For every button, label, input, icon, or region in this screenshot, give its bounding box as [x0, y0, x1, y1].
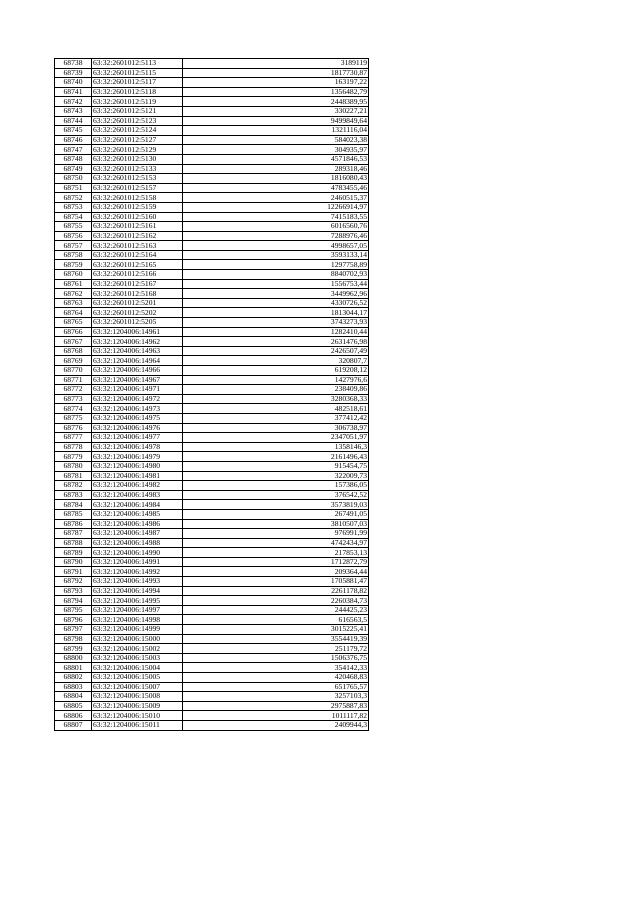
- value-cell: 616563,5: [183, 615, 369, 625]
- row-id-cell: 68784: [55, 500, 92, 510]
- cadastral-number-cell: 63:32:2601012:5160: [92, 212, 183, 222]
- value-cell: 3593133,14: [183, 250, 369, 260]
- value-cell: 7288976,46: [183, 231, 369, 241]
- cadastral-number-cell: 63:32:1204006:14981: [92, 471, 183, 481]
- table-row: [55, 605, 369, 615]
- cadastral-number-cell: 63:32:2601012:5202: [92, 308, 183, 318]
- row-id-cell: 68739: [55, 68, 92, 78]
- row-id-cell: 68766: [55, 327, 92, 337]
- cadastral-number-cell: 63:32:2601012:5168: [92, 289, 183, 299]
- value-cell: 3810507,03: [183, 519, 369, 529]
- row-id-cell: 68755: [55, 222, 92, 232]
- value-cell: 2347051,97: [183, 433, 369, 443]
- cadastral-number-cell: 63:32:2601012:5158: [92, 193, 183, 203]
- table-row: [55, 634, 369, 644]
- cadastral-number-cell: 63:32:1204006:15000: [92, 634, 183, 644]
- table-row: [55, 193, 369, 203]
- cadastral-number-cell: 63:32:2601012:5121: [92, 106, 183, 116]
- cadastral-number-cell: 63:32:2601012:5157: [92, 183, 183, 193]
- row-id-cell: 68753: [55, 202, 92, 212]
- value-cell: 1011117,82: [183, 711, 369, 721]
- value-cell: 2409944,3: [183, 720, 369, 730]
- row-id-cell: 68764: [55, 308, 92, 318]
- table-row: [55, 318, 369, 328]
- row-id-cell: 68803: [55, 682, 92, 692]
- cadastral-number-cell: 63:32:2601012:5115: [92, 68, 183, 78]
- value-cell: 267491,05: [183, 509, 369, 519]
- value-cell: 306738,97: [183, 423, 369, 433]
- value-cell: 157386,05: [183, 481, 369, 491]
- row-id-cell: 68763: [55, 298, 92, 308]
- table-row: [55, 548, 369, 558]
- table-row: [55, 711, 369, 721]
- value-cell: 3189119: [183, 59, 369, 69]
- cadastral-number-cell: 63:32:1204006:15004: [92, 663, 183, 673]
- cadastral-number-cell: 63:32:1204006:14975: [92, 413, 183, 423]
- cadastral-number-cell: 63:32:1204006:14977: [92, 433, 183, 443]
- row-id-cell: 68749: [55, 164, 92, 174]
- value-cell: 4571846,53: [183, 154, 369, 164]
- cadastral-number-cell: 63:32:1204006:14995: [92, 596, 183, 606]
- table-row: [55, 270, 369, 280]
- table-row: [55, 327, 369, 337]
- value-cell: 1297758,89: [183, 260, 369, 270]
- value-cell: 354142,33: [183, 663, 369, 673]
- value-cell: 1506376,75: [183, 653, 369, 663]
- value-cell: 217853,13: [183, 548, 369, 558]
- table-row: [55, 222, 369, 232]
- row-id-cell: 68788: [55, 538, 92, 548]
- row-id-cell: 68759: [55, 260, 92, 270]
- value-cell: 163197,22: [183, 78, 369, 88]
- row-id-cell: 68738: [55, 59, 92, 69]
- table-row: [55, 442, 369, 452]
- value-cell: 651765,57: [183, 682, 369, 692]
- row-id-cell: 68794: [55, 596, 92, 606]
- row-id-cell: 68807: [55, 720, 92, 730]
- cadastral-number-cell: 63:32:2601012:5201: [92, 298, 183, 308]
- row-id-cell: 68791: [55, 567, 92, 577]
- table-row: [55, 692, 369, 702]
- row-id-cell: 68776: [55, 423, 92, 433]
- table-row: [55, 126, 369, 136]
- value-cell: 4783455,46: [183, 183, 369, 193]
- value-cell: 482518,61: [183, 404, 369, 414]
- cadastral-number-cell: 63:32:2601012:5159: [92, 202, 183, 212]
- value-cell: 1813044,17: [183, 308, 369, 318]
- row-id-cell: 68748: [55, 154, 92, 164]
- row-id-cell: 68775: [55, 413, 92, 423]
- row-id-cell: 68792: [55, 577, 92, 587]
- table-row: [55, 461, 369, 471]
- cadastral-number-cell: 63:32:2601012:5124: [92, 126, 183, 136]
- row-id-cell: 68805: [55, 701, 92, 711]
- row-id-cell: 68767: [55, 337, 92, 347]
- table-row: [55, 538, 369, 548]
- value-cell: 1712872,79: [183, 557, 369, 567]
- value-cell: 1282410,44: [183, 327, 369, 337]
- table-row: [55, 308, 369, 318]
- row-id-cell: 68751: [55, 183, 92, 193]
- table-row: [55, 289, 369, 299]
- row-id-cell: 68779: [55, 452, 92, 462]
- value-cell: 1817730,87: [183, 68, 369, 78]
- value-cell: 1427976,6: [183, 375, 369, 385]
- value-cell: 3257103,3: [183, 692, 369, 702]
- value-cell: 1705881,47: [183, 577, 369, 587]
- table-row: [55, 68, 369, 78]
- cadastral-number-cell: 63:32:1204006:14999: [92, 625, 183, 635]
- row-id-cell: 68743: [55, 106, 92, 116]
- table-row: [55, 145, 369, 155]
- row-id-cell: 68765: [55, 318, 92, 328]
- table-row: [55, 135, 369, 145]
- value-cell: 7415183,55: [183, 212, 369, 222]
- table-row: [55, 356, 369, 366]
- table-row: [55, 231, 369, 241]
- value-cell: 322009,73: [183, 471, 369, 481]
- value-cell: 330227,21: [183, 106, 369, 116]
- table-row: [55, 394, 369, 404]
- table-row: [55, 615, 369, 625]
- row-id-cell: 68799: [55, 644, 92, 654]
- cadastral-number-cell: 63:32:1204006:15009: [92, 701, 183, 711]
- value-cell: 4998657,05: [183, 241, 369, 251]
- value-cell: 976991,99: [183, 529, 369, 539]
- cadastral-number-cell: 63:32:1204006:15007: [92, 682, 183, 692]
- row-id-cell: 68757: [55, 241, 92, 251]
- value-cell: 3743273,93: [183, 318, 369, 328]
- cadastral-number-cell: 63:32:1204006:14967: [92, 375, 183, 385]
- table-row: [55, 164, 369, 174]
- row-id-cell: 68772: [55, 385, 92, 395]
- row-id-cell: 68797: [55, 625, 92, 635]
- row-id-cell: 68745: [55, 126, 92, 136]
- table-row: [55, 212, 369, 222]
- cadastral-number-cell: 63:32:2601012:5161: [92, 222, 183, 232]
- cadastral-number-cell: 63:32:1204006:14988: [92, 538, 183, 548]
- row-id-cell: 68741: [55, 87, 92, 97]
- cadastral-number-cell: 63:32:1204006:14990: [92, 548, 183, 558]
- value-cell: 251179,72: [183, 644, 369, 654]
- table-row: [55, 366, 369, 376]
- table-row: [55, 174, 369, 184]
- cadastral-number-cell: 63:32:1204006:14971: [92, 385, 183, 395]
- row-id-cell: 68785: [55, 509, 92, 519]
- row-id-cell: 68771: [55, 375, 92, 385]
- cadastral-number-cell: 63:32:1204006:15005: [92, 673, 183, 683]
- cadastral-number-cell: 63:32:2601012:5165: [92, 260, 183, 270]
- value-cell: 3554419,39: [183, 634, 369, 644]
- row-id-cell: 68769: [55, 356, 92, 366]
- cadastral-number-cell: 63:32:2601012:5123: [92, 116, 183, 126]
- cadastral-number-cell: 63:32:1204006:14983: [92, 490, 183, 500]
- table-row: [55, 116, 369, 126]
- value-cell: 2975887,83: [183, 701, 369, 711]
- table-row: [55, 250, 369, 260]
- value-cell: 1321116,04: [183, 126, 369, 136]
- cadastral-number-cell: 63:32:1204006:14985: [92, 509, 183, 519]
- cadastral-number-cell: 63:32:2601012:5117: [92, 78, 183, 88]
- table-body: [55, 59, 369, 731]
- row-id-cell: 68756: [55, 231, 92, 241]
- table-row: [55, 404, 369, 414]
- cadastral-number-cell: 63:32:2601012:5127: [92, 135, 183, 145]
- cadastral-number-cell: 63:32:2601012:5113: [92, 59, 183, 69]
- row-id-cell: 68754: [55, 212, 92, 222]
- row-id-cell: 68778: [55, 442, 92, 452]
- table-row: [55, 625, 369, 635]
- cadastral-number-cell: 63:32:2601012:5167: [92, 279, 183, 289]
- cadastral-number-cell: 63:32:1204006:14992: [92, 567, 183, 577]
- table-row: [55, 452, 369, 462]
- value-cell: 3280368,33: [183, 394, 369, 404]
- value-cell: 320807,7: [183, 356, 369, 366]
- value-cell: 289318,46: [183, 164, 369, 174]
- row-id-cell: 68806: [55, 711, 92, 721]
- cadastral-number-cell: 63:32:1204006:14998: [92, 615, 183, 625]
- cadastral-number-cell: 63:32:2601012:5164: [92, 250, 183, 260]
- value-cell: 304935,97: [183, 145, 369, 155]
- table-row: [55, 78, 369, 88]
- table-row: [55, 596, 369, 606]
- cadastral-number-cell: 63:32:1204006:14993: [92, 577, 183, 587]
- value-cell: 2161496,43: [183, 452, 369, 462]
- value-cell: 2261178,82: [183, 586, 369, 596]
- table-row: [55, 423, 369, 433]
- table-row: [55, 519, 369, 529]
- value-cell: 584023,38: [183, 135, 369, 145]
- table-row: [55, 346, 369, 356]
- row-id-cell: 68774: [55, 404, 92, 414]
- row-id-cell: 68747: [55, 145, 92, 155]
- table-row: [55, 557, 369, 567]
- cadastral-number-cell: 63:32:1204006:14984: [92, 500, 183, 510]
- value-cell: 2426507,49: [183, 346, 369, 356]
- cadastral-number-cell: 63:32:1204006:14972: [92, 394, 183, 404]
- table-row: [55, 644, 369, 654]
- cadastral-number-cell: 63:32:1204006:14980: [92, 461, 183, 471]
- row-id-cell: 68796: [55, 615, 92, 625]
- row-id-cell: 68801: [55, 663, 92, 673]
- row-id-cell: 68795: [55, 605, 92, 615]
- table-row: [55, 682, 369, 692]
- cadastral-number-cell: 63:32:1204006:14963: [92, 346, 183, 356]
- table-row: [55, 577, 369, 587]
- value-cell: 244425,23: [183, 605, 369, 615]
- cadastral-number-cell: 63:32:1204006:14997: [92, 605, 183, 615]
- table-row: [55, 106, 369, 116]
- row-id-cell: 68777: [55, 433, 92, 443]
- table-row: [55, 433, 369, 443]
- table-row: [55, 529, 369, 539]
- cadastral-number-cell: 63:32:1204006:14994: [92, 586, 183, 596]
- cadastral-number-cell: 63:32:1204006:14991: [92, 557, 183, 567]
- value-cell: 2460515,37: [183, 193, 369, 203]
- table-row: [55, 97, 369, 107]
- cadastral-number-cell: 63:32:1204006:15011: [92, 720, 183, 730]
- table-row: [55, 59, 369, 69]
- cadastral-number-cell: 63:32:2601012:5133: [92, 164, 183, 174]
- value-cell: 12266914,97: [183, 202, 369, 212]
- table-row: [55, 279, 369, 289]
- cadastral-number-cell: 63:32:1204006:14978: [92, 442, 183, 452]
- value-cell: 1556753,44: [183, 279, 369, 289]
- table-row: [55, 183, 369, 193]
- row-id-cell: 68790: [55, 557, 92, 567]
- cadastral-number-cell: 63:32:2601012:5163: [92, 241, 183, 251]
- table-row: [55, 500, 369, 510]
- row-id-cell: 68781: [55, 471, 92, 481]
- row-id-cell: 68744: [55, 116, 92, 126]
- table-row: [55, 673, 369, 683]
- row-id-cell: 68787: [55, 529, 92, 539]
- cadastral-number-cell: 63:32:2601012:5205: [92, 318, 183, 328]
- value-cell: 3573819,03: [183, 500, 369, 510]
- row-id-cell: 68786: [55, 519, 92, 529]
- cadastral-number-cell: 63:32:2601012:5162: [92, 231, 183, 241]
- value-cell: 420468,83: [183, 673, 369, 683]
- value-cell: 915454,75: [183, 461, 369, 471]
- row-id-cell: 68789: [55, 548, 92, 558]
- value-cell: 9499849,64: [183, 116, 369, 126]
- table-row: [55, 653, 369, 663]
- cadastral-number-cell: 63:32:1204006:14982: [92, 481, 183, 491]
- row-id-cell: 68773: [55, 394, 92, 404]
- value-cell: 8840702,93: [183, 270, 369, 280]
- cadastral-number-cell: 63:32:2601012:5119: [92, 97, 183, 107]
- table-row: [55, 481, 369, 491]
- table-row: [55, 490, 369, 500]
- cadastral-number-cell: 63:32:1204006:14976: [92, 423, 183, 433]
- table-row: [55, 586, 369, 596]
- value-cell: 2448389,95: [183, 97, 369, 107]
- table-row: [55, 471, 369, 481]
- cadastral-number-cell: 63:32:2601012:5166: [92, 270, 183, 280]
- table-row: [55, 260, 369, 270]
- value-cell: 4330726,52: [183, 298, 369, 308]
- value-cell: 2260384,73: [183, 596, 369, 606]
- value-cell: 6016560,76: [183, 222, 369, 232]
- table-row: [55, 202, 369, 212]
- cadastral-number-cell: 63:32:1204006:14987: [92, 529, 183, 539]
- cadastral-number-cell: 63:32:1204006:14961: [92, 327, 183, 337]
- row-id-cell: 68752: [55, 193, 92, 203]
- value-cell: 3449962,96: [183, 289, 369, 299]
- row-id-cell: 68750: [55, 174, 92, 184]
- row-id-cell: 68770: [55, 366, 92, 376]
- row-id-cell: 68742: [55, 97, 92, 107]
- table-row: [55, 567, 369, 577]
- value-cell: 1356482,79: [183, 87, 369, 97]
- table-row: [55, 663, 369, 673]
- cadastral-number-cell: 63:32:1204006:15008: [92, 692, 183, 702]
- cadastral-number-cell: 63:32:1204006:14962: [92, 337, 183, 347]
- value-cell: 377412,42: [183, 413, 369, 423]
- cadastral-number-cell: 63:32:2601012:5153: [92, 174, 183, 184]
- row-id-cell: 68800: [55, 653, 92, 663]
- table-row: [55, 375, 369, 385]
- row-id-cell: 68746: [55, 135, 92, 145]
- value-cell: 3015225,41: [183, 625, 369, 635]
- row-id-cell: 68768: [55, 346, 92, 356]
- row-id-cell: 68798: [55, 634, 92, 644]
- row-id-cell: 68760: [55, 270, 92, 280]
- cadastral-number-cell: 63:32:1204006:15002: [92, 644, 183, 654]
- row-id-cell: 68780: [55, 461, 92, 471]
- row-id-cell: 68740: [55, 78, 92, 88]
- table-row: [55, 337, 369, 347]
- table-row: [55, 701, 369, 711]
- row-id-cell: 68783: [55, 490, 92, 500]
- table-row: [55, 241, 369, 251]
- row-id-cell: 68782: [55, 481, 92, 491]
- data-table: [54, 58, 369, 731]
- table-row: [55, 298, 369, 308]
- value-cell: 238409,86: [183, 385, 369, 395]
- cadastral-number-cell: 63:32:1204006:14979: [92, 452, 183, 462]
- row-id-cell: 68802: [55, 673, 92, 683]
- value-cell: 1358146,3: [183, 442, 369, 452]
- cadastral-number-cell: 63:32:1204006:15003: [92, 653, 183, 663]
- table-row: [55, 720, 369, 730]
- row-id-cell: 68758: [55, 250, 92, 260]
- table-row: [55, 413, 369, 423]
- value-cell: 209364,44: [183, 567, 369, 577]
- cadastral-number-cell: 63:32:2601012:5118: [92, 87, 183, 97]
- cadastral-number-cell: 63:32:1204006:14973: [92, 404, 183, 414]
- value-cell: 376542,52: [183, 490, 369, 500]
- cadastral-number-cell: 63:32:1204006:14964: [92, 356, 183, 366]
- row-id-cell: 68761: [55, 279, 92, 289]
- cadastral-number-cell: 63:32:1204006:14986: [92, 519, 183, 529]
- cadastral-number-cell: 63:32:2601012:5129: [92, 145, 183, 155]
- value-cell: 619208,12: [183, 366, 369, 376]
- table-row: [55, 154, 369, 164]
- row-id-cell: 68804: [55, 692, 92, 702]
- cadastral-number-cell: 63:32:1204006:15010: [92, 711, 183, 721]
- table-row: [55, 87, 369, 97]
- value-cell: 4742434,97: [183, 538, 369, 548]
- value-cell: 1816080,43: [183, 174, 369, 184]
- row-id-cell: 68793: [55, 586, 92, 596]
- value-cell: 2631476,98: [183, 337, 369, 347]
- row-id-cell: 68762: [55, 289, 92, 299]
- table-row: [55, 509, 369, 519]
- table-row: [55, 385, 369, 395]
- cadastral-number-cell: 63:32:1204006:14966: [92, 366, 183, 376]
- cadastral-number-cell: 63:32:2601012:5130: [92, 154, 183, 164]
